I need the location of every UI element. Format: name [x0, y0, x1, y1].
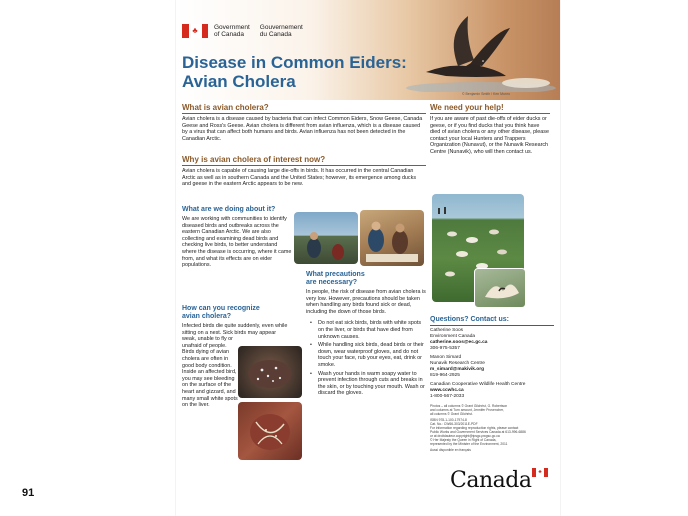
precautions-heading-line1: What precautions [306, 271, 365, 278]
gov-name-en [214, 24, 250, 38]
fine-print-line: Aussi disponible en français [430, 448, 471, 452]
section-precautions [306, 271, 426, 399]
precaution-item: • While handling sick birds, dead birds or their down, wear waterproof gloves, and do not touch your face, rub your eyes, eat, drink or smoke. [310, 342, 426, 368]
help-heading: We need your help! [430, 103, 504, 112]
fine-print-line: or at droitdauteur.copyright@tpsgc-pwgsc.gc.ca [430, 434, 500, 438]
contact-phone: 306-975-5357 [430, 346, 460, 351]
what-is-heading: What is avian cholera? [182, 103, 269, 112]
precautions-heading-line2: are necessary? [306, 279, 357, 286]
section-doing [182, 206, 292, 269]
contact-email-link[interactable]: catherine.soos@ec.gc.ca [430, 340, 488, 345]
canada-flag-icon: ♣ [182, 24, 208, 38]
canada-wordmark [450, 468, 550, 500]
precaution-item: • Do not eat sick birds, birds with white spots on the liver, or birds that have died from unknown causes. [310, 320, 426, 340]
gov-fr-line1: Gouvernement [259, 24, 303, 31]
recognize-heading [182, 305, 292, 321]
fine-print-line: © Her Majesty the Queen in Right of Canada, [430, 438, 497, 442]
contact-phone: 819-964-2925 [430, 373, 460, 378]
what-is-body: Avian cholera is a disease caused by bacteria that can infect Common Eiders, Snow Geese, Canada Geese and Ross's Geese. Avian cholera is different from avian influenza, which is a disease caused by a virus that can affect both humans and birds. Avian influenza has not been detected in the Canadian Arctic. [182, 116, 423, 142]
contact-email-link[interactable]: m_simard@makivik.org [430, 367, 485, 372]
precautions-intro: In people, the risk of disease from avian cholera is very low. However, precautions should be taken when handling any birds found sick or dead, including the down of those birds. [306, 289, 426, 315]
contact-org: Nunavik Research Centre [430, 361, 485, 366]
fine-print-line: ISBN 978-1-100-17974-8 [430, 418, 467, 422]
contact-phone: 1-800-567-2033 [430, 394, 465, 399]
recognize-body-top: Infected birds die quite suddenly, even while sitting on a nest. Sick birds may appear [182, 323, 288, 336]
title-line1: Disease in Common Eiders: [182, 53, 407, 72]
fine-print-line: represented by the Minister of the Environment, 2011 [430, 442, 508, 446]
fine-print-line: Photos – all columns © Grant Gilchrist, G. Robertson [430, 404, 508, 408]
contact-simard [430, 355, 554, 379]
gov-fr-line2: du Canada [259, 31, 292, 38]
recognize-body-narrow: weak, unable to fly or unafraid of people. Birds dying of avian cholera are often in good body condition. Inside an affected bird, you may see bleeding on the surface of the heart and gizzard, and many small white spots on the liver. [182, 336, 238, 409]
why-heading: Why is avian cholera of interest now? [182, 155, 326, 164]
precaution-item: • Wash your hands in warm soapy water to prevent infection through cuts and breaks in the skin, or by touching your mouth. Wash or discard the gloves. [310, 371, 426, 397]
team-field-photo [294, 212, 358, 264]
divider [430, 325, 554, 326]
gov-en-line2: of Canada [214, 31, 244, 38]
poster-title [182, 53, 407, 91]
contact-soos [430, 328, 554, 352]
contact-org: Environment Canada [430, 334, 476, 339]
contact-web-link[interactable]: www.ccwhc.ca [430, 388, 464, 393]
government-signature [182, 24, 303, 38]
infected-heart-photo [238, 402, 302, 460]
infected-liver-photo [238, 346, 302, 398]
title-line2: Avian Cholera [182, 72, 296, 91]
photo-credit: © Benjamin Smith / Ken Munro [462, 92, 511, 96]
divider [182, 165, 426, 166]
team-lab-photo [360, 210, 424, 266]
section-help [430, 103, 550, 156]
slide-number: 91 [22, 487, 35, 499]
dead-eider-closeup-photo [474, 268, 526, 308]
divider [182, 113, 426, 114]
contact-ccwhc [430, 382, 554, 400]
fine-print [430, 404, 554, 452]
canada-wordmark-text: Canada [450, 468, 532, 493]
recognize-heading-line1: How can you recognize [182, 305, 260, 312]
section-what-is [182, 103, 426, 142]
gov-name-fr [260, 24, 303, 38]
why-body: Avian cholera is capable of causing large die-offs in birds. It has occurred in the central Canadian Arctic as well as in southern Canada and the United States; however, its emergence among ducks and geese in the eastern Arctic appears to be new. [182, 168, 417, 188]
doing-heading: What are we doing about it? [182, 206, 276, 213]
fine-print-line: Public Works and Government Services Canada at 613-996-6886 [430, 430, 526, 434]
doing-body: We are working with communities to identify diseased birds and outbreaks across the eastern Canadian Arctic. We are also collecting and examining dead birds and checking live birds, to better understand where the disease is occurring, where it came from, and what its effects are on eider populations. [182, 216, 292, 269]
fine-print-line: Cat. No.: CW66-303/2011E-PDF [430, 422, 478, 426]
recognize-heading-line2: avian cholera? [182, 313, 232, 320]
poster-page [176, 0, 560, 516]
fine-print-line: and columns at Turn amount, Jennifer Provencher, [430, 408, 504, 412]
questions-heading: Questions? Contact us: [430, 316, 509, 323]
section-questions [430, 316, 554, 452]
contact-org: Canadian Cooperative Wildlife Health Centre [430, 382, 526, 387]
gov-en-line1: Government [214, 24, 250, 31]
divider [430, 113, 550, 114]
contact-name: Catherine Soos [430, 328, 464, 333]
wordmark-flag-icon: ♣ [532, 468, 548, 477]
fine-print-line: all columns © Grant Gilchrist. [430, 412, 473, 416]
contact-name: Manon Simard [430, 355, 462, 360]
section-why [182, 155, 426, 188]
flying-goose-image [406, 14, 556, 92]
fine-print-line: For information regarding reproduction rights, please contact [430, 426, 519, 430]
precautions-heading [306, 271, 426, 287]
precautions-list [310, 320, 426, 397]
help-body: If you are aware of past die-offs of eider ducks or geese, or if you find ducks that you think have died of avian cholera or any other disease, please contact your local Hunters and Trappers Organization (Nunavut), or the Nunavik Research Centre (Nunavik), who will then contact us. [430, 116, 549, 155]
